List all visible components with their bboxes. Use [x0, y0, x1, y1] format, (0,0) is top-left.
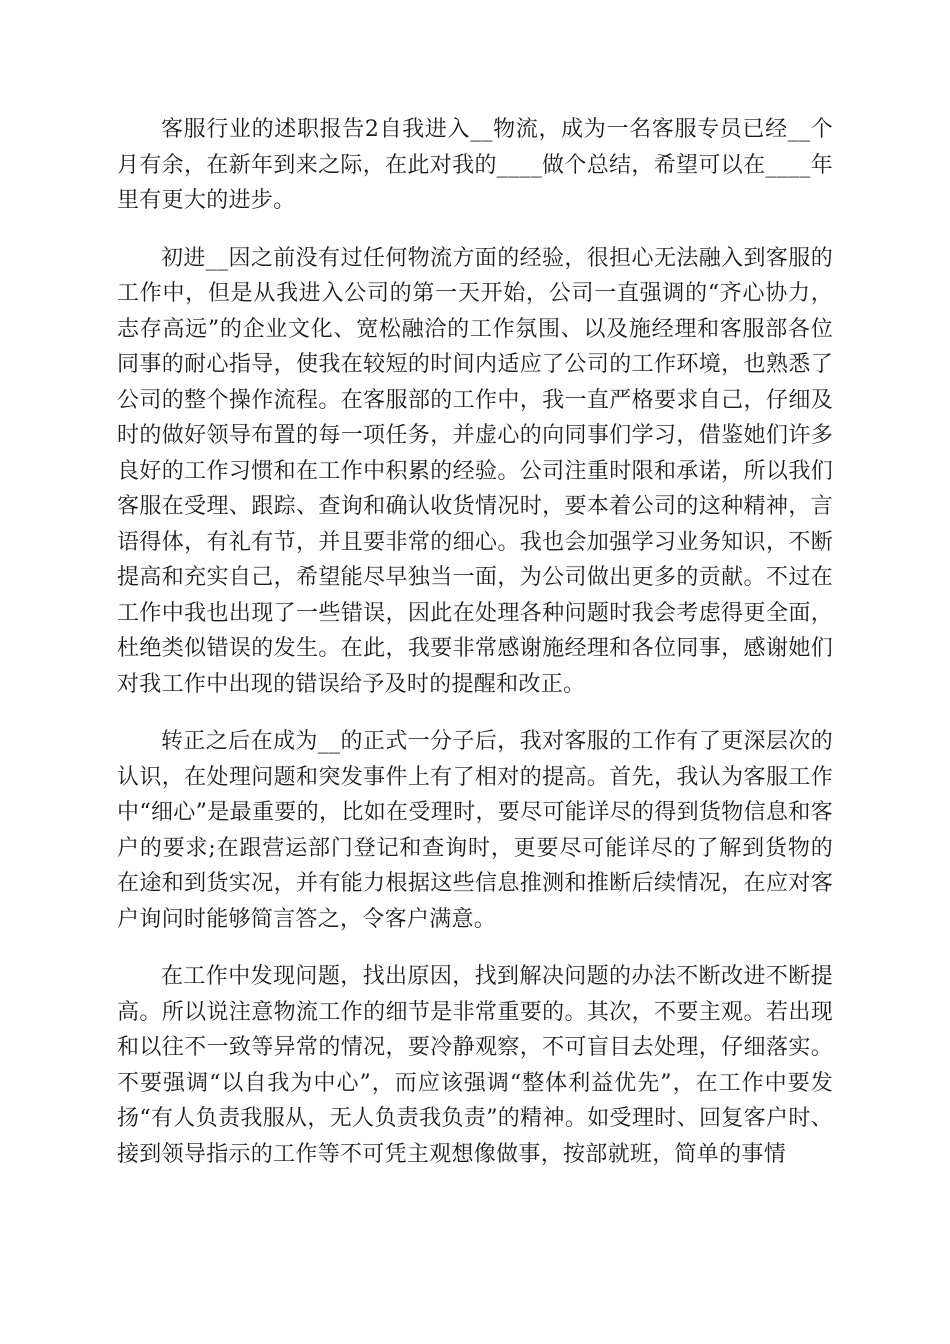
paragraph-intro: 客服行业的述职报告2自我进入__物流，成为一名客服专员已经__个月有余，在新年到来之际，在此对我的____做个总结，希望可以在____年里有更大的进步。	[117, 117, 833, 213]
paragraph-after-regularization: 转正之后在成为__的正式一分子后，我对客服的工作有了更深层次的认识，在处理问题和突发事件上有了相对的提高。首先，我认为客服工作中“细心”是最重要的，比如在受理时，要尽可能详尽的得到货物信息和客户的要求;在跟营运部门登记和查询时，更要尽可能详尽的了解到货物的在途和到货实况，并有能力根据这些信息推测和推断后续情况，在应对客户询问时能够简言答之，令客户满意。	[117, 729, 833, 932]
document-body	[117, 112, 833, 1194]
paragraph-finding-problems: 在工作中发现问题，找出原因，找到解决问题的办法不断改进不断提高。所以说注意物流工作的细节是非常重要的。其次，不要主观。若出现和以往不一致等异常的情况，要冷静观察，不可盲目去处理，仔细落实。不要强调“以自我为中心”，而应该强调“整体利益优先”，在工作中要发扬“有人负责我服从，无人负责我负责”的精神。如受理时、回复客户时、接到领导指示的工作等不可凭主观想像做事，按部就班，简单的事情	[117, 964, 833, 1167]
paragraph-initial-period: 初进__因之前没有过任何物流方面的经验，很担心无法融入到客服的工作中，但是从我进入公司的第一天开始，公司一直强调的“齐心协力，志存高远”的企业文化、宽松融洽的工作氛围、以及施经理和客服部各位同事的耐心指导，使我在较短的时间内适应了公司的工作环境，也熟悉了公司的整个操作流程。在客服部的工作中，我一直严格要求自己，仔细及时的做好领导布置的每一项任务，并虚心的向同事们学习，借鉴她们许多良好的工作习惯和在工作中积累的经验。公司注重时限和承诺，所以我们客服在受理、跟踪、查询和确认收货情况时，要本着公司的这种精神，言语得体，有礼有节，并且要非常的细心。我也会加强学习业务知识，不断提高和充实自己，希望能尽早独当一面，为公司做出更多的贡献。不过在工作中我也出现了一些错误，因此在处理各种问题时我会考虑得更全面，杜绝类似错误的发生。在此，我要非常感谢施经理和各位同事，感谢她们对我工作中出现的错误给予及时的提醒和改正。	[117, 245, 833, 697]
